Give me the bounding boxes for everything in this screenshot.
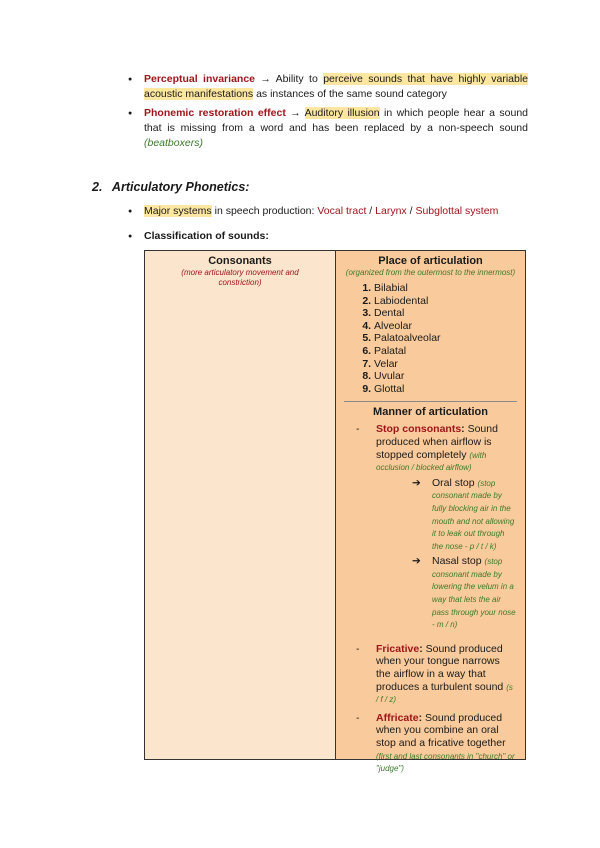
highlight: Auditory illusion [304,107,380,119]
bullet-perceptual-invariance [128,72,528,102]
bullet-major-systems [128,204,528,219]
affricate-term: Affricate [376,711,419,724]
place-note: (organized from the outermost to the innermost) [345,268,516,277]
note: (beatboxers) [144,137,203,149]
section-number: 2. [92,180,103,194]
affricate-note: (first and last consonants in "church" or "judge") [376,751,515,774]
bullet-classification [128,229,528,244]
separator: / [406,205,416,217]
text: in speech production: [214,205,315,217]
fricative-term: Fricative [376,642,420,655]
nasal-stop [396,555,517,631]
place-item: 6. Palatal [374,345,517,358]
system-vocal-tract: Vocal tract [317,205,367,217]
place-item: 8. Uvular [374,370,517,383]
manner-fricative [344,643,517,706]
section-title: Articulatory Phonetics: [111,180,250,194]
text: in which people hear a sound that is missing from a word and has been replaced by a non-speech sound [144,107,528,134]
colon: : [461,423,465,436]
arrow: → [290,107,301,119]
nasal-stop-note: (stop consonant made by lowering the velum in a way that lets the air pass through your nose - m / n) [432,557,516,630]
system-larynx: Larynx [375,205,407,217]
place-item: 2. Labiodental [374,295,517,308]
place-item: 5. Palatoalveolar [374,332,517,345]
consonants-column [145,251,336,759]
place-item: 9. Glottal [374,383,517,396]
stop-note: (with occlusion / blocked airflow) [376,450,487,473]
term-perceptual-invariance: Perceptual invariance [144,73,255,85]
manner-affricate [344,712,517,775]
consonants-title: Consonants [208,255,272,267]
manner-title: Manner of articulation [373,406,488,419]
affricate-text: Sound produced when you combine an oral stop and a fricative together [376,711,506,749]
separator: / [366,205,376,217]
text: as instances of the same sound category [256,88,447,100]
bullet-phonemic-restoration [128,106,528,151]
place-title: Place of articulation [378,255,483,267]
highlight: Major systems [144,205,212,217]
highlight: perceive sounds that have highly variable acoustic manifestations [144,73,529,100]
arrow-icon: ➔ [412,555,421,568]
consonants-note: (more articulatory movement and constriction) [181,268,299,287]
classification-title: Classification of sounds: [144,230,269,242]
place-item: 7. Velar [374,358,517,371]
colon: : [419,642,423,655]
system-subglottal: Subglottal system [415,205,499,217]
nasal-stop-label: Nasal stop [432,555,482,568]
arrow: → [260,73,271,85]
arrow-icon: ➔ [412,476,421,489]
term-phonemic-restoration: Phonemic restoration effect [144,107,286,119]
fricative-text: Sound produced when your tongue narrows the airflow in a way that produces a turbulent sound [376,642,504,693]
stop-text: Sound produced when airflow is stopped completely [376,423,498,461]
divider [344,401,517,402]
place-list [344,282,517,395]
fricative-note: (s / f / z) [376,682,513,705]
stop-term: Stop consonants [376,423,462,436]
colon: : [418,711,423,724]
text: Ability to [275,73,318,85]
articulation-column [336,251,525,774]
oral-stop [396,477,517,553]
place-item: 3. Dental [374,307,517,320]
classification-table [144,250,526,774]
oral-stop-note: (stop consonant made by fully blocking air in the mouth and not allowing it to leak out through the nose - p / t / k) [432,478,515,551]
section-heading [92,180,249,194]
manner-stop [344,423,517,631]
oral-stop-label: Oral stop [432,476,475,489]
place-item: 1. Bilabial [374,282,517,295]
place-item: 4. Alveolar [374,320,517,333]
